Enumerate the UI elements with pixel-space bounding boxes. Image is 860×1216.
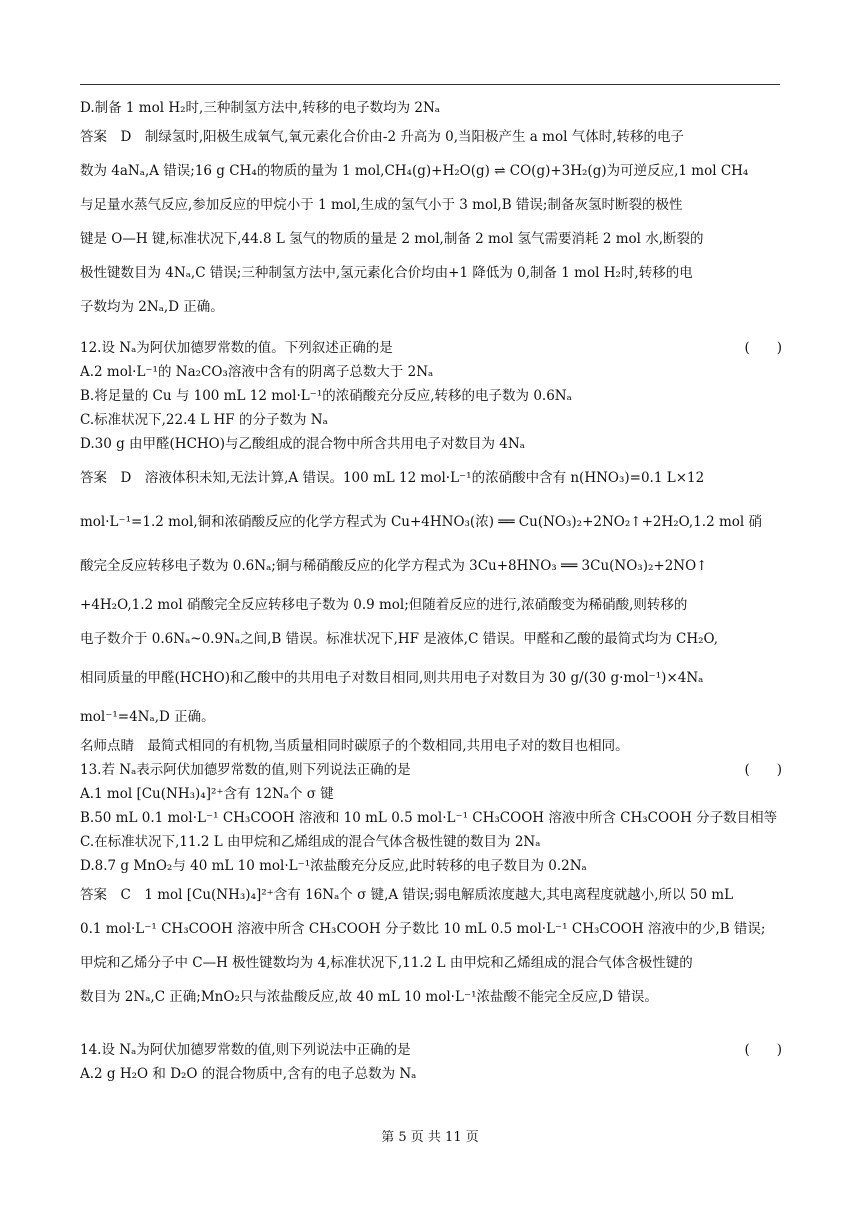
q14-option-a: A.2 g H₂O 和 D₂O 的混合物质中,含有的电子总数为 Nₐ <box>80 1066 417 1082</box>
q11-answer-line-6: 子数均为 2Nₐ,D 正确。 <box>80 299 224 315</box>
q11-answer-line-4: 键是 O—H 键,标准状况下,44.8 L 氢气的物质的量是 2 mol,制备 2 mol 氢气需要消耗 2 mol 水,断裂的 <box>80 231 704 247</box>
q12-answer-line-6: 相同质量的甲醛(HCHO)和乙酸中的共用电子对数目相同,则共用电子对数目为 30 g/(30 g·mol⁻¹)×4Nₐ <box>80 670 704 686</box>
q13-option-b: B.50 mL 0.1 mol·L⁻¹ CH₃COOH 溶液和 10 mL 0.5 mol·L⁻¹ CH₃COOH 溶液中所含 CH₃COOH 分子数目相等 <box>80 810 778 826</box>
q13-answer-line-4: 数目为 2Nₐ,C 正确;MnO₂只与浓盐酸反应,故 40 mL 10 mol·L⁻¹浓盐酸不能完全反应,D 错误。 <box>80 989 658 1005</box>
q13-option-a: A.1 mol [Cu(NH₃)₄]²⁺含有 12Nₐ个 σ 键 <box>80 786 334 802</box>
q12-answer-line-2: mol·L⁻¹=1.2 mol,铜和浓硝酸反应的化学方程式为 Cu+4HNO₃(浓) ══ Cu(NO₃)₂+2NO₂↑+2H₂O,1.2 mol 硝 <box>80 514 763 530</box>
q12-stem: 12.设 Nₐ为阿伏加德罗常数的值。下列叙述正确的是 <box>80 340 393 356</box>
q13-answer-line-3: 甲烷和乙烯分子中 C—H 极性键数均为 4,标准状况下,11.2 L 由甲烷和乙烯组成的混合气体含极性键的 <box>80 955 693 971</box>
q12-stem-row <box>80 336 782 360</box>
q12-option-c: C.标准状况下,22.4 L HF 的分子数为 Nₐ <box>80 412 328 428</box>
q12-option-d: D.30 g 由甲醛(HCHO)与乙酸组成的混合物中所含共用电子对数目为 4Nₐ <box>80 436 525 452</box>
q12-answer-line-4: +4H₂O,1.2 mol 硝酸完全反应转移电子数为 0.9 mol;但随着反应的进行,浓硝酸变为稀硝酸,则转移的 <box>80 597 688 613</box>
q12-option-b: B.将足量的 Cu 与 100 mL 12 mol·L⁻¹的浓硝酸充分反应,转移的电子数为 0.6Nₐ <box>80 388 572 404</box>
q12-answer-line-7: mol⁻¹=4Nₐ,D 正确。 <box>80 709 215 725</box>
q13-option-c: C.在标准状况下,11.2 L 由甲烷和乙烯组成的混合气体含极性键的数目为 2Nₐ <box>80 834 541 850</box>
q11-option-d: D.制备 1 mol H₂时,三种制氢方法中,转移的电子数均为 2Nₐ <box>80 100 441 116</box>
q11-answer-line-1: 答案 D 制绿氢时,阳极生成氧气,氧元素化合价由-2 升高为 0,当阳极产生 a mol 气体时,转移的电子 <box>80 129 684 145</box>
q14-answer-paren: ( ) <box>744 1042 782 1058</box>
q13-answer-line-1: 答案 C 1 mol [Cu(NH₃)₄]²⁺含有 16Nₐ个 σ 键,A 错误;弱电解质浓度越大,其电离程度就越小,所以 50 mL <box>80 887 734 903</box>
page-content <box>80 96 782 1086</box>
q12-answer-paren: ( ) <box>744 340 782 356</box>
q12-answer-line-1: 答案 D 溶液体积未知,无法计算,A 错误。100 mL 12 mol·L⁻¹的浓硝酸中含有 n(HNO₃)=0.1 L×12 <box>80 470 705 486</box>
q14-stem-row <box>80 1038 782 1062</box>
q11-answer-line-3: 与足量水蒸气反应,参加反应的甲烷小于 1 mol,生成的氢气小于 3 mol,B 错误;制备灰氢时断裂的极性 <box>80 197 683 213</box>
page-footer: 第 5 页 共 11 页 <box>381 1130 479 1145</box>
q14-stem: 14.设 Nₐ为阿伏加德罗常数的值,则下列说法中正确的是 <box>80 1042 411 1058</box>
q12-answer-line-3: 酸完全反应转移电子数为 0.6Nₐ;铜与稀硝酸反应的化学方程式为 3Cu+8HNO₃ ══ 3Cu(NO₃)₂+2NO↑ <box>80 558 708 574</box>
q13-stem: 13.若 Nₐ表示阿伏加德罗常数的值,则下列说法正确的是 <box>80 762 411 778</box>
q13-stem-row <box>80 758 782 782</box>
q13-option-d: D.8.7 g MnO₂与 40 mL 10 mol·L⁻¹浓盐酸充分反应,此时转移的电子数目为 0.2Nₐ <box>80 858 587 874</box>
q11-answer-line-5: 极性键数目为 4Nₐ,C 错误;三种制氢方法中,氢元素化合价均由+1 降低为 0,制备 1 mol H₂时,转移的电 <box>80 265 693 281</box>
header-rule <box>80 84 780 85</box>
q11-answer-line-2: 数为 4aNₐ,A 错误;16 g CH₄的物质的量为 1 mol,CH₄(g)+H₂O(g) ⇌ CO(g)+3H₂(g)为可逆反应,1 mol CH₄ <box>80 163 749 179</box>
q12-answer-line-5: 电子数介于 0.6Nₐ~0.9Nₐ之间,B 错误。标准状况下,HF 是液体,C 错误。甲醛和乙酸的最简式均为 CH₂O, <box>80 631 719 647</box>
q12-option-a: A.2 mol·L⁻¹的 Na₂CO₃溶液中含有的阴离子总数大于 2Nₐ <box>80 364 434 380</box>
q13-answer-line-2: 0.1 mol·L⁻¹ CH₃COOH 溶液中所含 CH₃COOH 分子数比 10 mL 0.5 mol·L⁻¹ CH₃COOH 溶液中的少,B 错误; <box>80 921 766 937</box>
q12-tip: 名师点睛 最简式相同的有机物,当质量相同时碳原子的个数相同,共用电子对的数目也相同。 <box>80 738 629 754</box>
q13-answer-paren: ( ) <box>744 762 782 778</box>
